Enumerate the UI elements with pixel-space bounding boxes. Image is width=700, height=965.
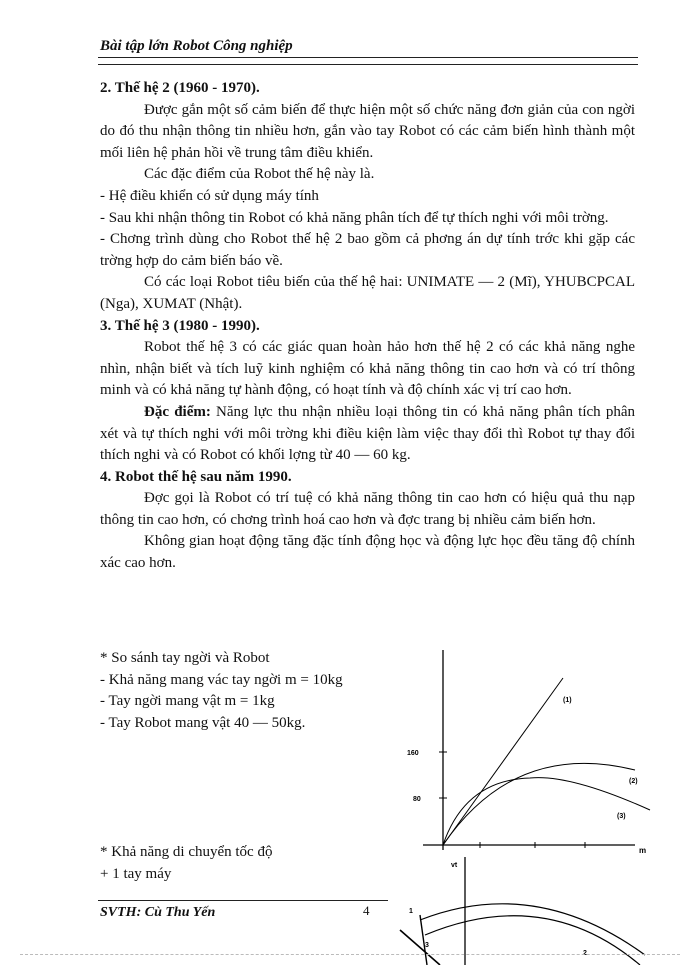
section3-p2-text: Năng lực thu nhận nhiều loại thông tin có khả năng phân tích phân xét và tự thích nghi với môi trờng khi điều kiện làm việc thay đổi thì Robot tự thay đổi thích nghi và có Robot có khối lợng từ 40 — 60 kg. [100, 403, 636, 464]
diagram-curve [425, 916, 640, 965]
chart-series-label: (3) [617, 813, 626, 820]
chart-series-1 [443, 678, 563, 845]
chart-y-tick-label: 160 [407, 750, 419, 757]
compare-list [100, 648, 343, 734]
page-break-line [20, 954, 680, 955]
chart-series-label: (1) [563, 697, 572, 704]
diagram-label: 1 [409, 908, 413, 915]
move-line-2: + 1 tay máy [100, 865, 172, 882]
compare-line-2: - Khả năng mang vác tay ngời m = 10kg [100, 671, 343, 688]
section2-b1: - Hệ điều khiển có sử dụng máy tính [100, 187, 319, 204]
compare-line-1: * So sánh tay ngời và Robot [100, 650, 270, 666]
chart-y-tick-label: 80 [413, 796, 421, 803]
diagram-label: 3 [425, 942, 429, 949]
compare-line-4: - Tay Robot mang vật 40 — 50kg. [100, 714, 306, 731]
chart-series-3 [443, 778, 650, 845]
section2-p2: Các đặc điểm của Robot thế hệ này là. [144, 166, 375, 183]
section2-heading: 2. Thế hệ 2 (1960 - 1970). [100, 80, 260, 96]
page-header: Bài tập lớn Robot Công nghiệp [100, 38, 293, 54]
feature-label: Đặc điểm: [144, 403, 211, 420]
section4-p1: Đợc gọi là Robot có trí tuệ có khả năng thông tin cao hơn có hiệu quả thu nạp thông tin cao hơn, có chơng trình hoá cao hơn và đợc trang bị nhiều cảm biến hơn. [100, 490, 635, 528]
body-text [100, 78, 635, 575]
speed-diagram [395, 855, 655, 965]
section3-heading: 3. Thế hệ 3 (1980 - 1990). [100, 317, 260, 334]
footer-rule [98, 900, 388, 901]
diagram-curve [420, 904, 645, 955]
chart-x-axis-label: m [639, 846, 647, 855]
load-chart [395, 650, 655, 870]
chart-series-label: (2) [629, 778, 638, 785]
header-rule [98, 57, 638, 65]
move-line-1: * Khả năng di chuyển tốc độ [100, 844, 273, 860]
section2-p1: Được gắn một số cảm biến để thực hiện một số chức năng đơn giản của con ngời do đó thu nhận thông tin nhiều hơn, gắn vào tay Robot có các cảm biến hình thành một mối liên hệ phản hồi về trung tâm điều khiển. [100, 101, 635, 161]
page-number: 4 [363, 903, 370, 918]
section2-p3: Có các loại Robot tiêu biến của thế hệ hai: UNIMATE — 2 (Mĩ), YHUBCPCAL (Nga), XUMAT (Nhật). [100, 274, 635, 312]
compare-line-3: - Tay ngời mang vật m = 1kg [100, 693, 275, 710]
diagram-label: 2 [583, 950, 587, 957]
diagram-axis-label: vt [451, 862, 458, 869]
section4-heading: 4. Robot thế hệ sau năm 1990. [100, 468, 292, 485]
section3-p1: Robot thế hệ 3 có các giác quan hoàn hảo hơn thế hệ 2 có các khả năng nghe nhìn, nhận biết và tích luỹ kinh nghiệm có khả năng thông tin cao hơn và có trí thông minh và có khả năng tự hành động, có hoạt tính và độ chính xác vị trí cao hơn. [100, 339, 635, 399]
diagram-line [420, 915, 427, 965]
move-list [100, 842, 272, 885]
section3-p2 [100, 402, 635, 467]
section2-b3: - Chơng trình dùng cho Robot thế hệ 2 bao gồm cả phơng án dự tính trớc khi gặp các trờng hợp do cảm biến báo về. [100, 231, 635, 269]
section2-b2: - Sau khi nhận thông tin Robot có khả năng phân tích để tự thích nghi với môi trờng. [100, 209, 609, 226]
section4-p2: Không gian hoạt động tăng đặc tính động học và động lực học đều tăng độ chính xác cao hơn. [100, 533, 635, 572]
footer-author: SVTH: Cù Thu Yến [100, 905, 216, 920]
